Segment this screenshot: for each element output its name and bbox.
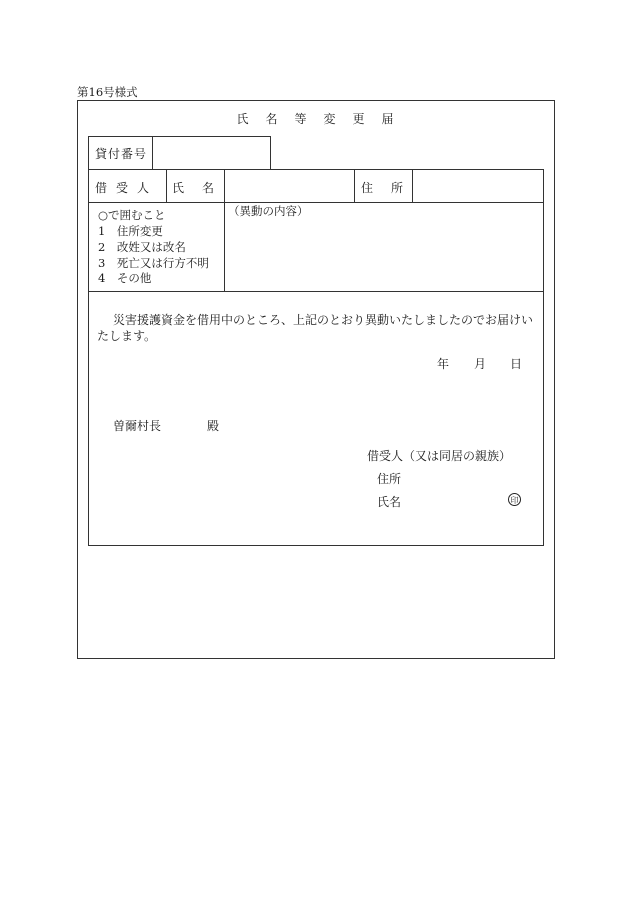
loan-number-divider [152,136,153,169]
choice-item[interactable]: 3 死亡又は行方不明 [98,256,209,270]
address-field[interactable] [415,172,542,200]
seal-mark: 印 [508,493,521,506]
loan-number-field[interactable] [155,138,269,167]
borrower-label: 借受人 [95,181,159,195]
date-year-label: 年 [437,357,450,371]
date-month-label: 月 [474,357,487,371]
row1-bottom-line [88,202,544,203]
statement-line-1: 災害援護資金を借用中のところ、上記のとおり異動いたしましたのでお届けい [113,313,534,327]
date-day-label: 日 [510,357,523,371]
signer-address-field[interactable] [405,466,535,486]
signer-label: 借受人（又は同居の親族） [367,449,512,463]
honorific: 殿 [207,419,220,433]
signer-name-label: 氏名 [377,495,402,509]
row1-divider-1 [166,169,167,202]
choice-item[interactable]: 1 住所変更 [98,224,163,238]
choice-item[interactable]: 2 改姓又は改名 [98,240,186,254]
signer-name-field[interactable] [405,489,505,509]
form-title: 氏名等変更届 [236,112,411,126]
name-label: 氏名 [172,181,233,195]
statement-line-2: たします。 [97,329,157,343]
row1-divider-3 [354,169,355,202]
loan-number-label: 貸付番号 [95,147,148,161]
choice-heading: ○で囲むこと [98,208,166,222]
change-content-field[interactable] [228,220,540,288]
name-field[interactable] [227,172,352,200]
address-label: 住所 [361,181,422,195]
change-content-label: （異動の内容） [228,204,309,218]
signer-address-label: 住所 [377,472,402,486]
choice-item[interactable]: 4 その他 [98,271,152,285]
row2-bottom-line [88,291,544,292]
addressee: 曽爾村長 [113,419,162,433]
form-number: 第16号様式 [77,85,138,99]
